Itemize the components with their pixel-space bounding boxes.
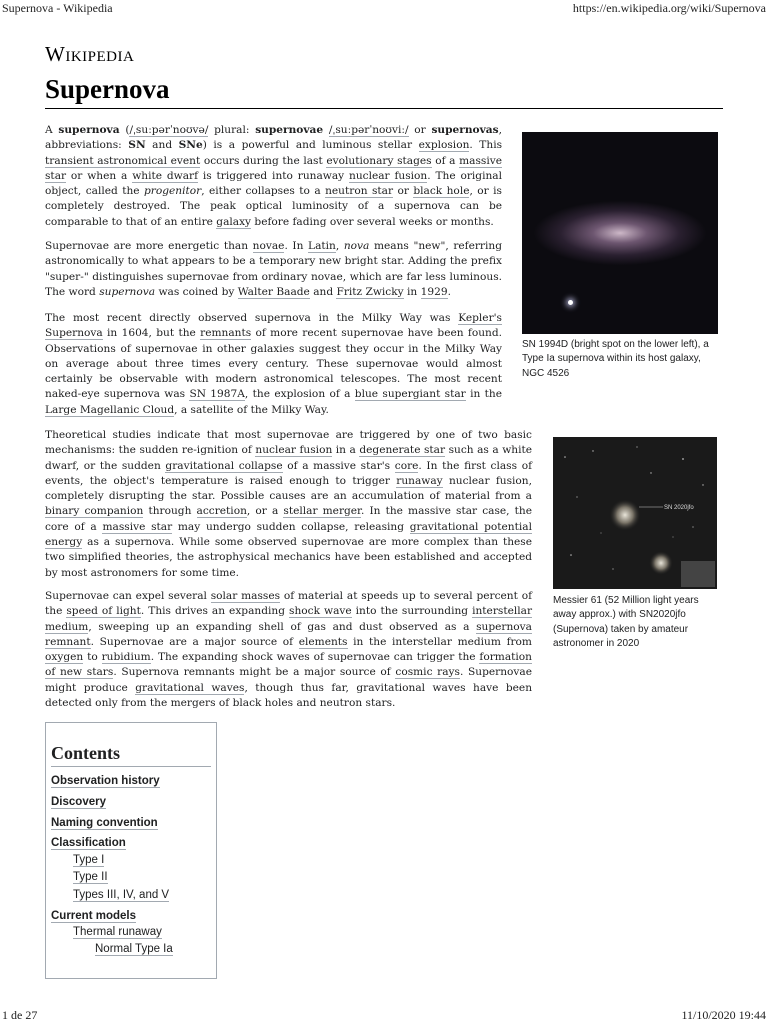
link-neutron-star[interactable]: neutron star <box>325 185 394 198</box>
link-gravitational-collapse[interactable]: gravitational collapse <box>165 459 283 472</box>
link-solar-masses[interactable]: solar masses <box>210 590 281 602</box>
link-walter-baade[interactable]: Walter Baade <box>237 285 310 298</box>
print-footer <box>0 1006 768 1024</box>
link-novae[interactable]: novae <box>252 240 285 252</box>
toc-item-normal-type-ia[interactable]: Normal Type Ia <box>95 943 173 955</box>
link-core[interactable]: core <box>394 459 419 472</box>
link-galaxy[interactable]: galaxy <box>216 215 252 228</box>
link-gravitational-waves[interactable]: gravitational waves <box>135 681 245 694</box>
link-massive-star[interactable]: massive star <box>102 520 173 533</box>
toc-item-discovery[interactable]: Discovery <box>51 796 106 808</box>
galaxy-image[interactable] <box>522 132 718 334</box>
sn-label: SN 2020jfo <box>664 505 694 511</box>
paragraph-intro: A supernova (/ˌsuːpərˈnoʊvə/ plural: supernovae /ˌsuːpərˈnoʊviː/ or supernovas, abbreviations: SN and SNe) is a powerful and luminous stellar explosion. This transient astronomical event occurs during the last evolutionary stages of a massive star or when a white dwarf is triggered into runaway nuclear fusion. The original object, called the progenitor, either collapses to a neutron star or black hole, or is completely destroyed. The peak optical luminosity of a supernova can be comparable to that of an entire galaxy before fading over several weeks or months. <box>45 124 503 228</box>
link-transient-event[interactable]: transient astronomical event <box>45 154 201 167</box>
link-keplers-supernova[interactable]: Kepler's Supernova <box>45 312 502 340</box>
pronunciation-link[interactable]: /ˌsuːpərˈnoʊvə/ <box>129 124 209 136</box>
figure-sn1994d <box>522 132 718 381</box>
link-runaway[interactable]: runaway <box>396 474 443 487</box>
wikipedia-logo[interactable]: Wikipedia <box>45 42 135 66</box>
link-cosmic-rays[interactable]: cosmic rays <box>395 666 460 679</box>
page-title: Supernova - Wikipedia <box>2 1 113 15</box>
link-latin[interactable]: Latin <box>308 240 336 252</box>
print-header <box>0 0 768 16</box>
inset-thumbnails <box>681 561 715 587</box>
figure-caption: Messier 61 (52 Million light years away approx.) with SN2020jfo (Supernova) taken by amateur astronomer in 2020 <box>553 595 699 649</box>
link-oxygen[interactable]: oxygen <box>45 651 84 664</box>
link-elements[interactable]: elements <box>298 635 348 648</box>
figure-caption: SN 1994D (bright spot on the lower left), a Type Ia supernova within its host galaxy, NGC 4526 <box>522 339 709 379</box>
paragraph-etymology: Supernovae are more energetic than novae. In Latin, nova means "new", referring astronomically to what appears to be a temporary new bright star. Adding the prefix "super-" distinguishes supernovae from ordinary novae, which are far less luminous. The word supernova was coined by Walter Baade and Fritz Zwicky in 1929. <box>45 240 502 298</box>
link-massive-star[interactable]: massive star <box>45 154 502 182</box>
link-speed-of-light[interactable]: speed of light <box>66 605 141 618</box>
link-shock-wave[interactable]: shock wave <box>289 605 352 618</box>
toc-item-naming-convention[interactable]: Naming convention <box>51 817 158 829</box>
link-degenerate-star[interactable]: degenerate star <box>359 444 446 457</box>
article-heading: Supernova <box>45 74 723 109</box>
toc-item-types-iii-iv-v[interactable]: Types III, IV, and V <box>73 889 170 901</box>
link-formation-of-new-stars[interactable]: formation of new stars <box>45 651 532 679</box>
table-of-contents <box>45 722 217 979</box>
figure-m61 <box>553 437 717 651</box>
link-white-dwarf[interactable]: white dwarf <box>132 169 199 182</box>
page-number: 1 de 27 <box>2 1008 38 1022</box>
toc-item-type-ii[interactable]: Type II <box>73 871 108 883</box>
link-stellar-merger[interactable]: stellar merger <box>283 505 361 518</box>
link-fritz-zwicky[interactable]: Fritz Zwicky <box>336 285 404 298</box>
link-nuclear-fusion[interactable]: nuclear fusion <box>255 444 333 457</box>
link-1929[interactable]: 1929 <box>420 285 448 298</box>
link-accretion[interactable]: accretion <box>196 505 247 518</box>
galaxy-companion <box>649 551 673 575</box>
paragraph-mechanisms: Theoretical studies indicate that most supernovae are triggered by one of two basic mechanisms: the sudden re-ignition of nuclear fusion in a degenerate star such as a white dwarf, or the sudden gravitational collapse of a massive star's core. In the first class of events, the object's temperature is raised enough to trigger runaway nuclear fusion, completely disrupting the star. Possible causes are an accumulation of material from a binary companion through accretion, or a stellar merger. In the massive star case, the core of a massive star may undergo sudden collapse, releasing gravitational potential energy as a supernova. While some observed supernovae are more complex than these two simplified theories, the astrophysical mechanics have been established and accepted by most astronomers for some time. <box>45 429 533 579</box>
link-gravitational-potential-energy[interactable]: gravitational potential energy <box>45 520 532 549</box>
toc-item-current-models[interactable]: Current models <box>51 910 136 922</box>
link-sn-1987a[interactable]: SN 1987A <box>189 388 245 401</box>
toc-item-observation-history[interactable]: Observation history <box>51 775 160 787</box>
toc-item-thermal-runaway[interactable]: Thermal runaway <box>73 926 162 938</box>
link-interstellar-medium[interactable]: interstellar medium <box>45 605 533 633</box>
link-large-magellanic-cloud[interactable]: Large Magellanic Cloud <box>45 403 175 416</box>
galaxy-m61 <box>609 499 641 531</box>
paragraph-effects: Supernovae can expel several solar masses of material at speeds up to several percent of the speed of light. This drives an expanding shock wave into the surrounding interstellar medium, sweeping up an expanding shell of gas and dust observed as a supernova remnant. Supernovae are a major source of elements in the interstellar medium from oxygen to rubidium. The expanding shock waves of supernovae can trigger the formation of new stars. Supernova remnants might be a major source of cosmic rays. Supernovae might produce gravitational waves, though thus far, gravitational waves have been detected only from the mergers of black holes and neutron stars. <box>45 590 533 710</box>
link-supernova-remnant[interactable]: supernova remnant <box>45 620 532 648</box>
toc-item-classification[interactable]: Classification <box>51 837 126 849</box>
link-rubidium[interactable]: rubidium <box>101 651 151 664</box>
paragraph-observation: The most recent directly observed supernova in the Milky Way was Kepler's Supernova in 1604, but the remnants of more recent supernovae have been found. Observations of supernovae in other galaxies suggest they occur in the Milky Way on average about three times every century. These supernovae would almost certainly be observable with modern astronomical telescopes. The most recent naked-eye supernova was SN 1987A, the explosion of a blue supergiant star in the Large Magellanic Cloud, a satellite of the Milky Way. <box>45 312 502 416</box>
toc-item-type-i[interactable]: Type I <box>73 854 105 866</box>
m61-image-svg <box>553 437 717 589</box>
link-blue-supergiant[interactable]: blue supergiant star <box>354 388 466 401</box>
link-black-hole[interactable]: black hole <box>413 185 470 198</box>
pronunciation-link[interactable]: /ˌsuːpərˈnoʊviː/ <box>328 124 409 136</box>
link-evolutionary-stages[interactable]: evolutionary stages <box>326 154 432 167</box>
toc-title: Contents <box>51 743 211 767</box>
m61-image[interactable] <box>553 437 717 589</box>
link-nuclear-fusion[interactable]: nuclear fusion <box>349 169 428 182</box>
link-binary-companion[interactable]: binary companion <box>45 505 144 518</box>
link-explosion[interactable]: explosion <box>418 139 470 152</box>
print-datetime: 11/10/2020 19:44 <box>681 1008 766 1022</box>
link-remnants[interactable]: remnants <box>200 327 252 340</box>
page-url: https://en.wikipedia.org/wiki/Supernova <box>572 1 766 15</box>
